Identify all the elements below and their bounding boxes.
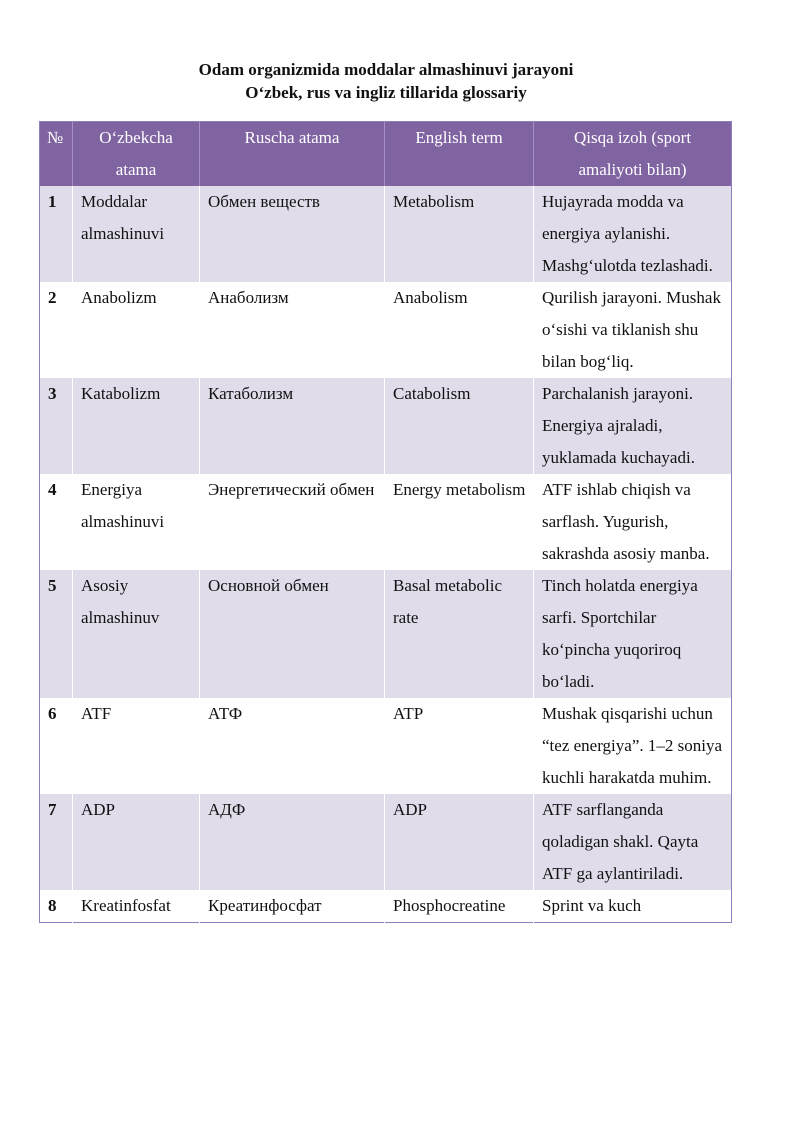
cell-uzbek-term: Kreatinfosfat [73,890,200,923]
header-russian-term: Ruscha atama [200,122,385,187]
glossary-table [39,121,732,923]
cell-number: 3 [40,378,73,474]
cell-note: Sprint va kuch [534,890,732,923]
title-line-2: O‘zbek, rus va ingliz tillarida glossariy [245,83,527,102]
cell-note: ATF ishlab chiqish va sarflash. Yugurish, sakrashda asosiy manba. [534,474,732,570]
cell-russian-term: Основной обмен [200,570,385,698]
cell-uzbek-term: Energiya almashinuvi [73,474,200,570]
header-uzbek-term: O‘zbekcha atama [73,122,200,187]
cell-number: 4 [40,474,73,570]
cell-russian-term: Катаболизм [200,378,385,474]
header-english-term: English term [385,122,534,187]
table-row [40,186,732,282]
cell-number: 8 [40,890,73,923]
cell-note: Mushak qisqarishi uchun “tez energiya”. 1–2 soniya kuchli harakatda muhim. [534,698,732,794]
table-row [40,282,732,378]
cell-english-term: ATP [385,698,534,794]
table-row [40,570,732,698]
cell-uzbek-term: Asosiy almashinuv [73,570,200,698]
cell-uzbek-term: Katabolizm [73,378,200,474]
table-row [40,378,732,474]
cell-russian-term: Креатинфосфат [200,890,385,923]
cell-english-term: Phosphocreatine [385,890,534,923]
header-short-note: Qisqa izoh (sport amaliyoti bilan) [534,122,732,187]
cell-russian-term: Обмен веществ [200,186,385,282]
cell-english-term: Metabolism [385,186,534,282]
table-header-row [40,122,732,187]
cell-number: 2 [40,282,73,378]
header-number: № [40,122,73,187]
cell-english-term: Basal metabolic rate [385,570,534,698]
cell-number: 7 [40,794,73,890]
cell-uzbek-term: Anabolizm [73,282,200,378]
cell-english-term: Energy metabolism [385,474,534,570]
cell-uzbek-term: ADP [73,794,200,890]
cell-russian-term: АДФ [200,794,385,890]
cell-russian-term: Анаболизм [200,282,385,378]
cell-uzbek-term: Moddalar almashinuvi [73,186,200,282]
cell-english-term: Catabolism [385,378,534,474]
cell-number: 1 [40,186,73,282]
cell-number: 5 [40,570,73,698]
cell-note: Tinch holatda energiya sarfi. Sportchilar ko‘pincha yuqoriroq bo‘ladi. [534,570,732,698]
table-row [40,794,732,890]
cell-note: ATF sarflanganda qoladigan shakl. Qayta ATF ga aylantiriladi. [534,794,732,890]
cell-note: Hujayrada modda va energiya aylanishi. Mashg‘ulotda tezlashadi. [534,186,732,282]
document-title [0,58,772,104]
cell-russian-term: Энергетический обмен [200,474,385,570]
title-line-1: Odam organizmida moddalar almashinuvi jarayoni [198,60,574,79]
cell-russian-term: АТФ [200,698,385,794]
table-row [40,474,732,570]
table-row [40,698,732,794]
cell-note: Qurilish jarayoni. Mushak o‘sishi va tiklanish shu bilan bog‘liq. [534,282,732,378]
cell-number: 6 [40,698,73,794]
cell-english-term: Anabolism [385,282,534,378]
cell-note: Parchalanish jarayoni. Energiya ajraladi, yuklamada kuchayadi. [534,378,732,474]
cell-uzbek-term: ATF [73,698,200,794]
table-row [40,890,732,923]
cell-english-term: ADP [385,794,534,890]
